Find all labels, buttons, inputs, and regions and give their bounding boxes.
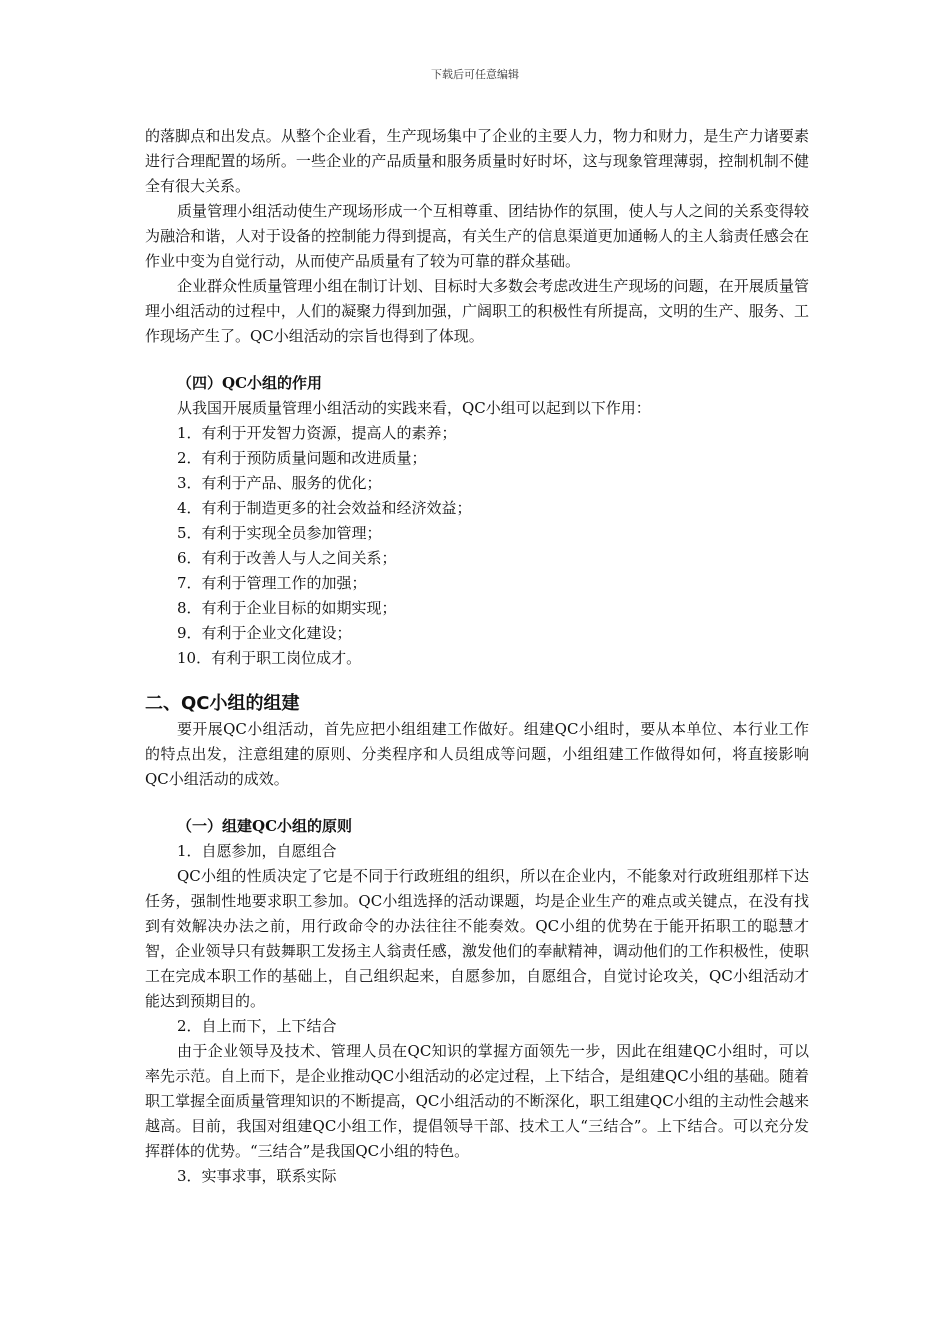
role-item: 6．有利于改善人与人之间关系； — [177, 549, 397, 567]
intro-paragraph-3: 企业群众性质量管理小组在制订计划、目标时大多数会考虑改进生产现场的问题，在开展质量管理小组活动的过程中，人们的凝聚力得到加强，广阔职工的积极性有所提高，文明的生产、服务、工作现场产生了。QC小组活动的宗旨也得到了体现。 — [145, 277, 809, 345]
intro-paragraph-1: 的落脚点和出发点。从整个企业看，生产现场集中了企业的主要人力，物力和财力，是生产力诸要素进行合理配置的场所。一些企业的产品质量和服务质量时好时坏，这与现象管理薄弱，控制机制不健全有很大关系。 — [145, 127, 809, 195]
role-item: 4．有利于制造更多的社会效益和经济效益； — [177, 499, 472, 517]
role-item: 2．有利于预防质量问题和改进质量； — [177, 449, 427, 467]
role-item: 8．有利于企业目标的如期实现； — [177, 599, 397, 617]
role-item: 10．有利于职工岗位成才。 — [177, 649, 362, 667]
build-intro: 要开展QC小组活动，首先应把小组组建工作做好。组建QC小组时，要从本单位、本行业工作的特点出发，注意组建的原则、分类程序和人员组成等问题，小组组建工作做得如何，将直接影响QC小组活动的成效。 — [145, 720, 809, 788]
role-item: 3．有利于产品、服务的优化； — [177, 474, 382, 492]
principle-2-text: 由于企业领导及技术、管理人员在QC知识的掌握方面领先一步，因此在组建QC小组时，可以率先示范。自上而下，是企业推动QC小组活动的必定过程，上下结合，是组建QC小组的基础。随着职工掌握全面质量管理知识的不断提高，QC小组活动的不断深化，职工组建QC小组的主动性会越来越高。目前，我国对组建QC小组工作，提倡领导干部、技术工人“三结合”。上下结合。可以充分发挥群体的优势。“三结合”是我国QC小组的特色。 — [145, 1042, 809, 1160]
principle-3-title: 3．实事求事，联系实际 — [177, 1167, 337, 1185]
intro-paragraph-2: 质量管理小组活动使生产现场形成一个互相尊重、团结协作的氛围，使人与人之间的关系变得较为融洽和谐，人对于设备的控制能力得到提高，有关生产的信息渠道更加通畅人的主人翁责任感会在作业中变为自觉行动，从而使产品质量有了较为可靠的群众基础。 — [145, 202, 809, 270]
role-item: 9．有利于企业文化建设； — [177, 624, 352, 642]
principle-2-title: 2．自上而下，上下结合 — [177, 1017, 337, 1035]
role-item: 7．有利于管理工作的加强； — [177, 574, 367, 592]
principle-1-text: QC小组的性质决定了它是不同于行政班组的组织，所以在企业内，不能象对行政班组那样下达任务，强制性地要求职工参加。QC小组选择的活动课题，均是企业生产的难点或关键点，在没有找到有效解决办法之前，用行政命令的办法往往不能奏效。QC小组的优势在于能开拓职工的聪慧才智，企业领导只有鼓舞职工发扬主人翁责任感，激发他们的奉献精神，调动他们的工作积极性，使职工在完成本职工作的基础上，自己组织起来，自愿参加，自愿组合，自觉讨论攻关，QC小组活动才能达到预期目的。 — [145, 867, 809, 1010]
principle-1-title: 1．自愿参加，自愿组合 — [177, 842, 337, 860]
section-heading-build: 二、QC小组的组建 — [145, 693, 300, 714]
document-body — [145, 124, 809, 1189]
role-heading: （四）QC小组的作用 — [177, 374, 323, 392]
role-intro: 从我国开展质量管理小组活动的实践来看，QC小组可以起到以下作用： — [177, 399, 651, 417]
principles-heading: （一）组建QC小组的原则 — [177, 817, 353, 835]
page-header: 下载后可任意编辑 — [431, 68, 519, 81]
role-item: 5．有利于实现全员参加管理； — [177, 524, 382, 542]
role-item: 1．有利于开发智力资源，提高人的素养； — [177, 424, 457, 442]
